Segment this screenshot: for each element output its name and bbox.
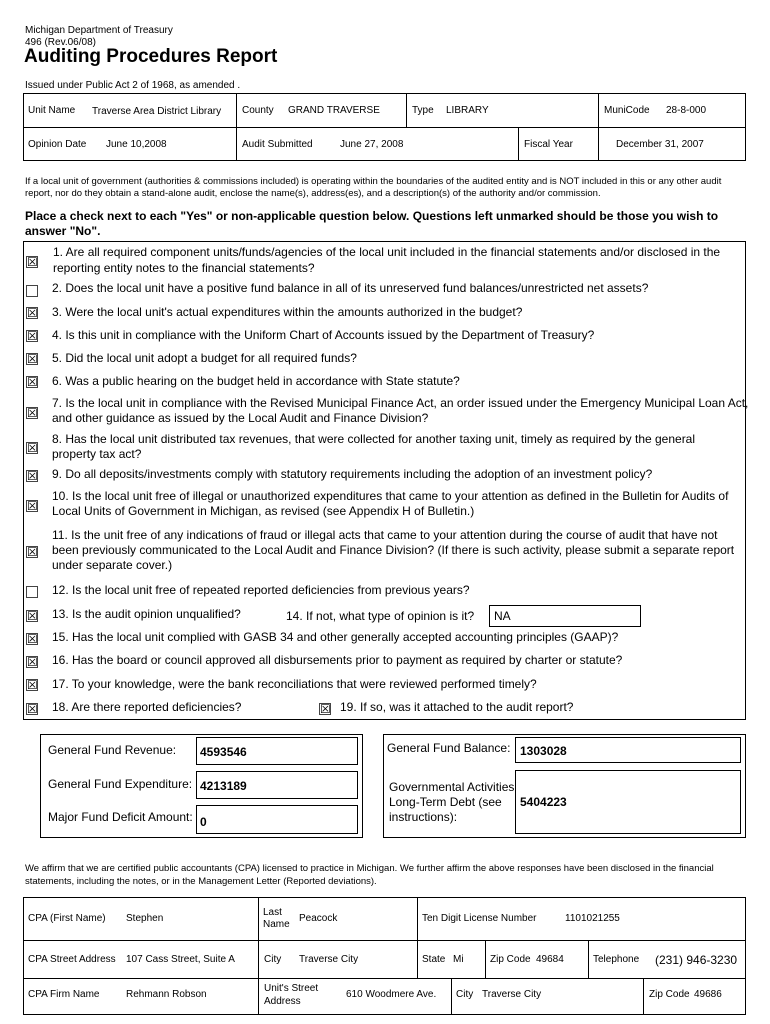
question-11-text: 11. Is the unit free of any indications of fraud or illegal acts that came to your attention during the course of audit that have not bbox=[52, 528, 718, 542]
cpa-firm-field[interactable]: Rehmann Robson bbox=[126, 989, 207, 1000]
unit-city-field[interactable]: Traverse City bbox=[482, 989, 542, 1000]
question-17-checkbox[interactable]: ☒ bbox=[27, 678, 38, 692]
question-10-checkbox[interactable]: ☒ bbox=[27, 499, 38, 513]
cpa-first-name-field[interactable]: Stephen bbox=[126, 913, 164, 924]
fiscal-year-label: Fiscal Year bbox=[524, 139, 573, 150]
unit-name-field[interactable]: Traverse Area District Library bbox=[92, 106, 222, 117]
page-title: Auditing Procedures Report bbox=[24, 46, 278, 67]
cpa-street-field[interactable]: 107 Cass Street, Suite A bbox=[126, 954, 235, 965]
issued-note: Issued under Public Act 2 of 1968, as amended . bbox=[25, 80, 241, 91]
question-6-checkbox[interactable]: ☒ bbox=[27, 375, 38, 389]
unit-zip-label: Zip Code bbox=[649, 989, 690, 1000]
question-9-text: 9. Do all deposits/investments comply with statutory requirements including the adoption of an investment policy? bbox=[52, 467, 653, 481]
major-deficit-label: Major Fund Deficit Amount: bbox=[48, 810, 193, 824]
gf-revenue-input[interactable] bbox=[196, 737, 358, 765]
col-divider bbox=[406, 93, 407, 127]
question-14-value: NA bbox=[494, 609, 511, 623]
gov-activities-label: Governmental Activities bbox=[389, 780, 515, 794]
question-8-text: property tax act? bbox=[52, 447, 142, 461]
question-14-text: 14. If not, what type of opinion is it? bbox=[286, 609, 475, 623]
question-17-text: 17. To your knowledge, were the bank reconciliations that were reviewed performed timely? bbox=[52, 677, 537, 691]
gf-revenue-label: General Fund Revenue: bbox=[48, 743, 177, 757]
municode-label: MuniCode bbox=[604, 105, 650, 116]
license-label: Ten Digit License Number bbox=[422, 913, 537, 924]
audit-submitted-field[interactable]: June 27, 2008 bbox=[340, 139, 404, 150]
gf-balance-value: 1303028 bbox=[520, 744, 567, 758]
cpa-last-name-label: Last bbox=[263, 907, 282, 918]
question-10-text: 10. Is the local unit free of illegal or unauthorized expenditures that came to your attention as defined in the Bulletin for Audits of bbox=[52, 489, 729, 503]
question-1-text: 1. Are all required component units/funds/agencies of the local unit included in the financial statements and/or disclosed in the bbox=[53, 245, 721, 259]
opinion-date-field[interactable]: June 10,2008 bbox=[106, 139, 167, 150]
question-3-checkbox[interactable]: ☒ bbox=[27, 306, 38, 320]
question-13-text: 13. Is the audit opinion unqualified? bbox=[52, 607, 241, 621]
agency-name: Michigan Department of Treasury bbox=[25, 25, 173, 36]
unit-street-field[interactable]: 610 Woodmere Ave. bbox=[346, 989, 437, 1000]
question-15-text: 15. Has the local unit complied with GASB 34 and other generally accepted accounting principles (GAAP)? bbox=[52, 630, 619, 644]
instruction-text: Place a check next to each "Yes" or non-applicable question below. Questions left unmarked should be those you wish to answer "No". bbox=[25, 209, 719, 238]
cpa-col-divider bbox=[258, 897, 259, 1015]
county-label: County bbox=[242, 105, 274, 116]
cpa-zip-field[interactable]: 49684 bbox=[536, 954, 564, 965]
question-11-text: under separate cover.) bbox=[52, 558, 173, 572]
county-field[interactable]: GRAND TRAVERSE bbox=[288, 105, 380, 116]
unit-name-label: Unit Name bbox=[28, 105, 76, 116]
question-14-input[interactable] bbox=[489, 605, 641, 627]
cpa-last-name-label: Name bbox=[263, 919, 290, 930]
gf-expenditure-input[interactable] bbox=[196, 771, 358, 799]
question-9-checkbox[interactable]: ☒ bbox=[27, 469, 38, 483]
telephone-field[interactable]: (231) 946-3230 bbox=[655, 953, 738, 967]
form-number: 496 (Rev.06/08) bbox=[25, 37, 96, 48]
col-divider bbox=[236, 93, 237, 161]
gf-expenditure-value: 4213189 bbox=[200, 779, 247, 793]
question-1-checkbox[interactable]: ☒ bbox=[27, 255, 38, 269]
question-7-checkbox[interactable]: ☒ bbox=[27, 406, 38, 420]
cpa-street-label: CPA Street Address bbox=[28, 954, 116, 965]
question-16-text: 16. Has the board or council approved all disbursements prior to payment as required by charter or statute? bbox=[52, 653, 623, 667]
col-divider bbox=[598, 93, 599, 161]
question-19-text: 19. If so, was it attached to the audit report? bbox=[340, 700, 574, 714]
cpa-state-field[interactable]: Mi bbox=[453, 954, 464, 965]
question-6-text: 6. Was a public hearing on the budget held in accordance with State statute? bbox=[52, 374, 460, 388]
question-1-text: reporting entity notes to the financial statements? bbox=[53, 261, 315, 275]
gov-activities-value: 5404223 bbox=[520, 795, 567, 809]
unit-street-label: Unit's Street bbox=[264, 983, 319, 994]
gf-revenue-value: 4593546 bbox=[200, 745, 247, 759]
cpa-col-divider bbox=[417, 897, 418, 978]
fiscal-year-field[interactable]: December 31, 2007 bbox=[616, 139, 704, 150]
cpa-first-name-label: CPA (First Name) bbox=[28, 913, 106, 924]
audit-submitted-label: Audit Submitted bbox=[242, 139, 313, 150]
cpa-col-divider bbox=[588, 940, 589, 978]
gf-balance-input[interactable] bbox=[515, 737, 741, 763]
question-11-text: been previously communicated to the Local Audit and Finance Division? (If there is such activity, please submit a separate report bbox=[52, 543, 735, 557]
question-11-checkbox[interactable]: ☒ bbox=[27, 545, 38, 559]
telephone-label: Telephone bbox=[593, 954, 640, 965]
question-4-checkbox[interactable]: ☒ bbox=[27, 329, 38, 343]
col-divider bbox=[518, 127, 519, 161]
question-5-checkbox[interactable]: ☒ bbox=[27, 352, 38, 366]
license-field[interactable]: 1101021255 bbox=[565, 913, 620, 924]
cpa-zip-label: Zip Code bbox=[490, 954, 531, 965]
cpa-city-label: City bbox=[264, 954, 282, 965]
major-deficit-input[interactable] bbox=[196, 805, 358, 834]
opinion-date-label: Opinion Date bbox=[28, 139, 87, 150]
question-5-text: 5. Did the local unit adopt a budget for all required funds? bbox=[52, 351, 357, 365]
question-3-text: 3. Were the local unit's actual expenditures within the amounts authorized in the budget? bbox=[52, 305, 523, 319]
cpa-state-label: State bbox=[422, 954, 446, 965]
municode-field[interactable]: 28-8-000 bbox=[666, 105, 707, 116]
type-field[interactable]: LIBRARY bbox=[446, 105, 489, 116]
question-13-checkbox[interactable]: ☒ bbox=[27, 609, 38, 623]
gf-balance-label: General Fund Balance: bbox=[387, 741, 511, 755]
question-16-checkbox[interactable]: ☒ bbox=[27, 655, 38, 669]
question-4-text: 4. Is this unit in compliance with the Uniform Chart of Accounts issued by the Department of Treasury? bbox=[52, 328, 595, 342]
gf-expenditure-label: General Fund Expenditure: bbox=[48, 777, 193, 791]
type-label: Type bbox=[412, 105, 434, 116]
unit-zip-field[interactable]: 49686 bbox=[694, 989, 722, 1000]
cpa-city-field[interactable]: Traverse City bbox=[299, 954, 359, 965]
unit-info-divider bbox=[23, 127, 746, 128]
question-18-text: 18. Are there reported deficiencies? bbox=[52, 700, 242, 714]
question-7-text: and other guidance as issued by the Local Audit and Finance Division? bbox=[52, 411, 429, 425]
gov-activities-label: Long-Term Debt (see bbox=[389, 795, 502, 809]
question-12-checkbox[interactable] bbox=[26, 586, 38, 598]
notice-text: If a local unit of government (authorities & commissions included) is operating within the boundaries of the audited entity and is NOT included in this or any other audit report, nor do they obtain a stand-alone audit, enclose the name(s), address(es), and a description(s) of the authority and/or commission. bbox=[25, 176, 722, 199]
question-19-checkbox[interactable]: ☒ bbox=[320, 702, 331, 716]
cpa-col-divider bbox=[643, 978, 644, 1015]
gov-activities-input[interactable] bbox=[515, 770, 741, 834]
cpa-firm-label: CPA Firm Name bbox=[28, 989, 100, 1000]
cpa-last-name-field[interactable]: Peacock bbox=[299, 913, 338, 924]
cpa-col-divider bbox=[451, 978, 452, 1015]
affirmation-text: We affirm that we are certified public accountants (CPA) licensed to practice in Michigan. We further affirm the above responses have been disclosed in the financial statements, including the notes, or in the Management Letter (Reported deviations). bbox=[25, 863, 714, 887]
unit-city-label: City bbox=[456, 989, 474, 1000]
cpa-col-divider bbox=[485, 940, 486, 978]
question-10-text: Local Units of Government in Michigan, as revised (see Appendix H of Bulletin.) bbox=[52, 504, 475, 518]
gov-activities-label: instructions): bbox=[389, 810, 458, 824]
question-15-checkbox[interactable]: ☒ bbox=[27, 632, 38, 646]
question-2-checkbox[interactable] bbox=[26, 285, 38, 297]
question-8-checkbox[interactable]: ☒ bbox=[27, 441, 38, 455]
cpa-row-divider bbox=[23, 940, 746, 941]
question-2-text: 2. Does the local unit have a positive fund balance in all of its unreserved fund balances/unrestricted net assets? bbox=[52, 281, 649, 295]
question-7-text: 7. Is the local unit in compliance with the Revised Municipal Finance Act, an order issued under the Emergency Municipal Loan Act, bbox=[52, 396, 749, 410]
unit-street-label: Address bbox=[264, 996, 301, 1007]
question-18-checkbox[interactable]: ☒ bbox=[27, 702, 38, 716]
major-deficit-value: 0 bbox=[200, 815, 207, 829]
cpa-row-divider bbox=[23, 978, 746, 979]
question-8-text: 8. Has the local unit distributed tax revenues, that were collected for another taxing unit, timely as required by the general bbox=[52, 432, 696, 446]
question-12-text: 12. Is the local unit free of repeated reported deficiencies from previous years? bbox=[52, 583, 470, 597]
